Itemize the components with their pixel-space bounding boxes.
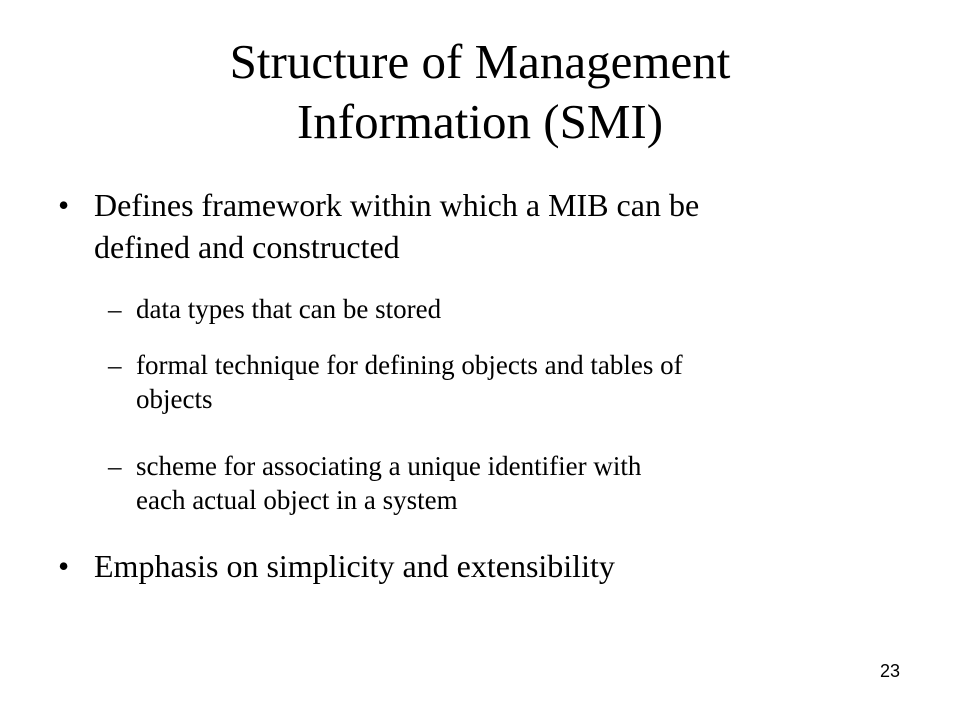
bullet-text: [94, 545, 914, 587]
sub-bullet-line: formal technique for defining objects and tables of: [136, 350, 683, 380]
bullet-icon: •: [58, 548, 70, 584]
sub-bullet-line: data types that can be stored: [136, 294, 442, 324]
page-number: 23: [879, 661, 900, 681]
bullet-icon: •: [58, 187, 70, 223]
dash-icon: –: [108, 294, 122, 324]
sub-bullet-line: objects: [136, 384, 213, 414]
bullet-text: [94, 184, 914, 268]
sub-bullet-text: [136, 348, 906, 416]
title-line: Structure of Management: [229, 34, 731, 89]
bullet-line: Emphasis on simplicity and extensibility: [94, 548, 615, 584]
sub-bullet-line: scheme for associating a unique identifier with: [136, 451, 642, 481]
dash-icon: –: [108, 451, 122, 481]
title-line: Information (SMI): [296, 94, 664, 149]
sub-bullet-line: each actual object in a system: [136, 485, 458, 515]
dash-icon: –: [108, 350, 122, 380]
bullet-line: defined and constructed: [94, 229, 400, 265]
sub-bullet-text: [136, 292, 906, 326]
sub-bullet-text: [136, 449, 906, 517]
bullet-line: Defines framework within which a MIB can be: [94, 187, 700, 223]
